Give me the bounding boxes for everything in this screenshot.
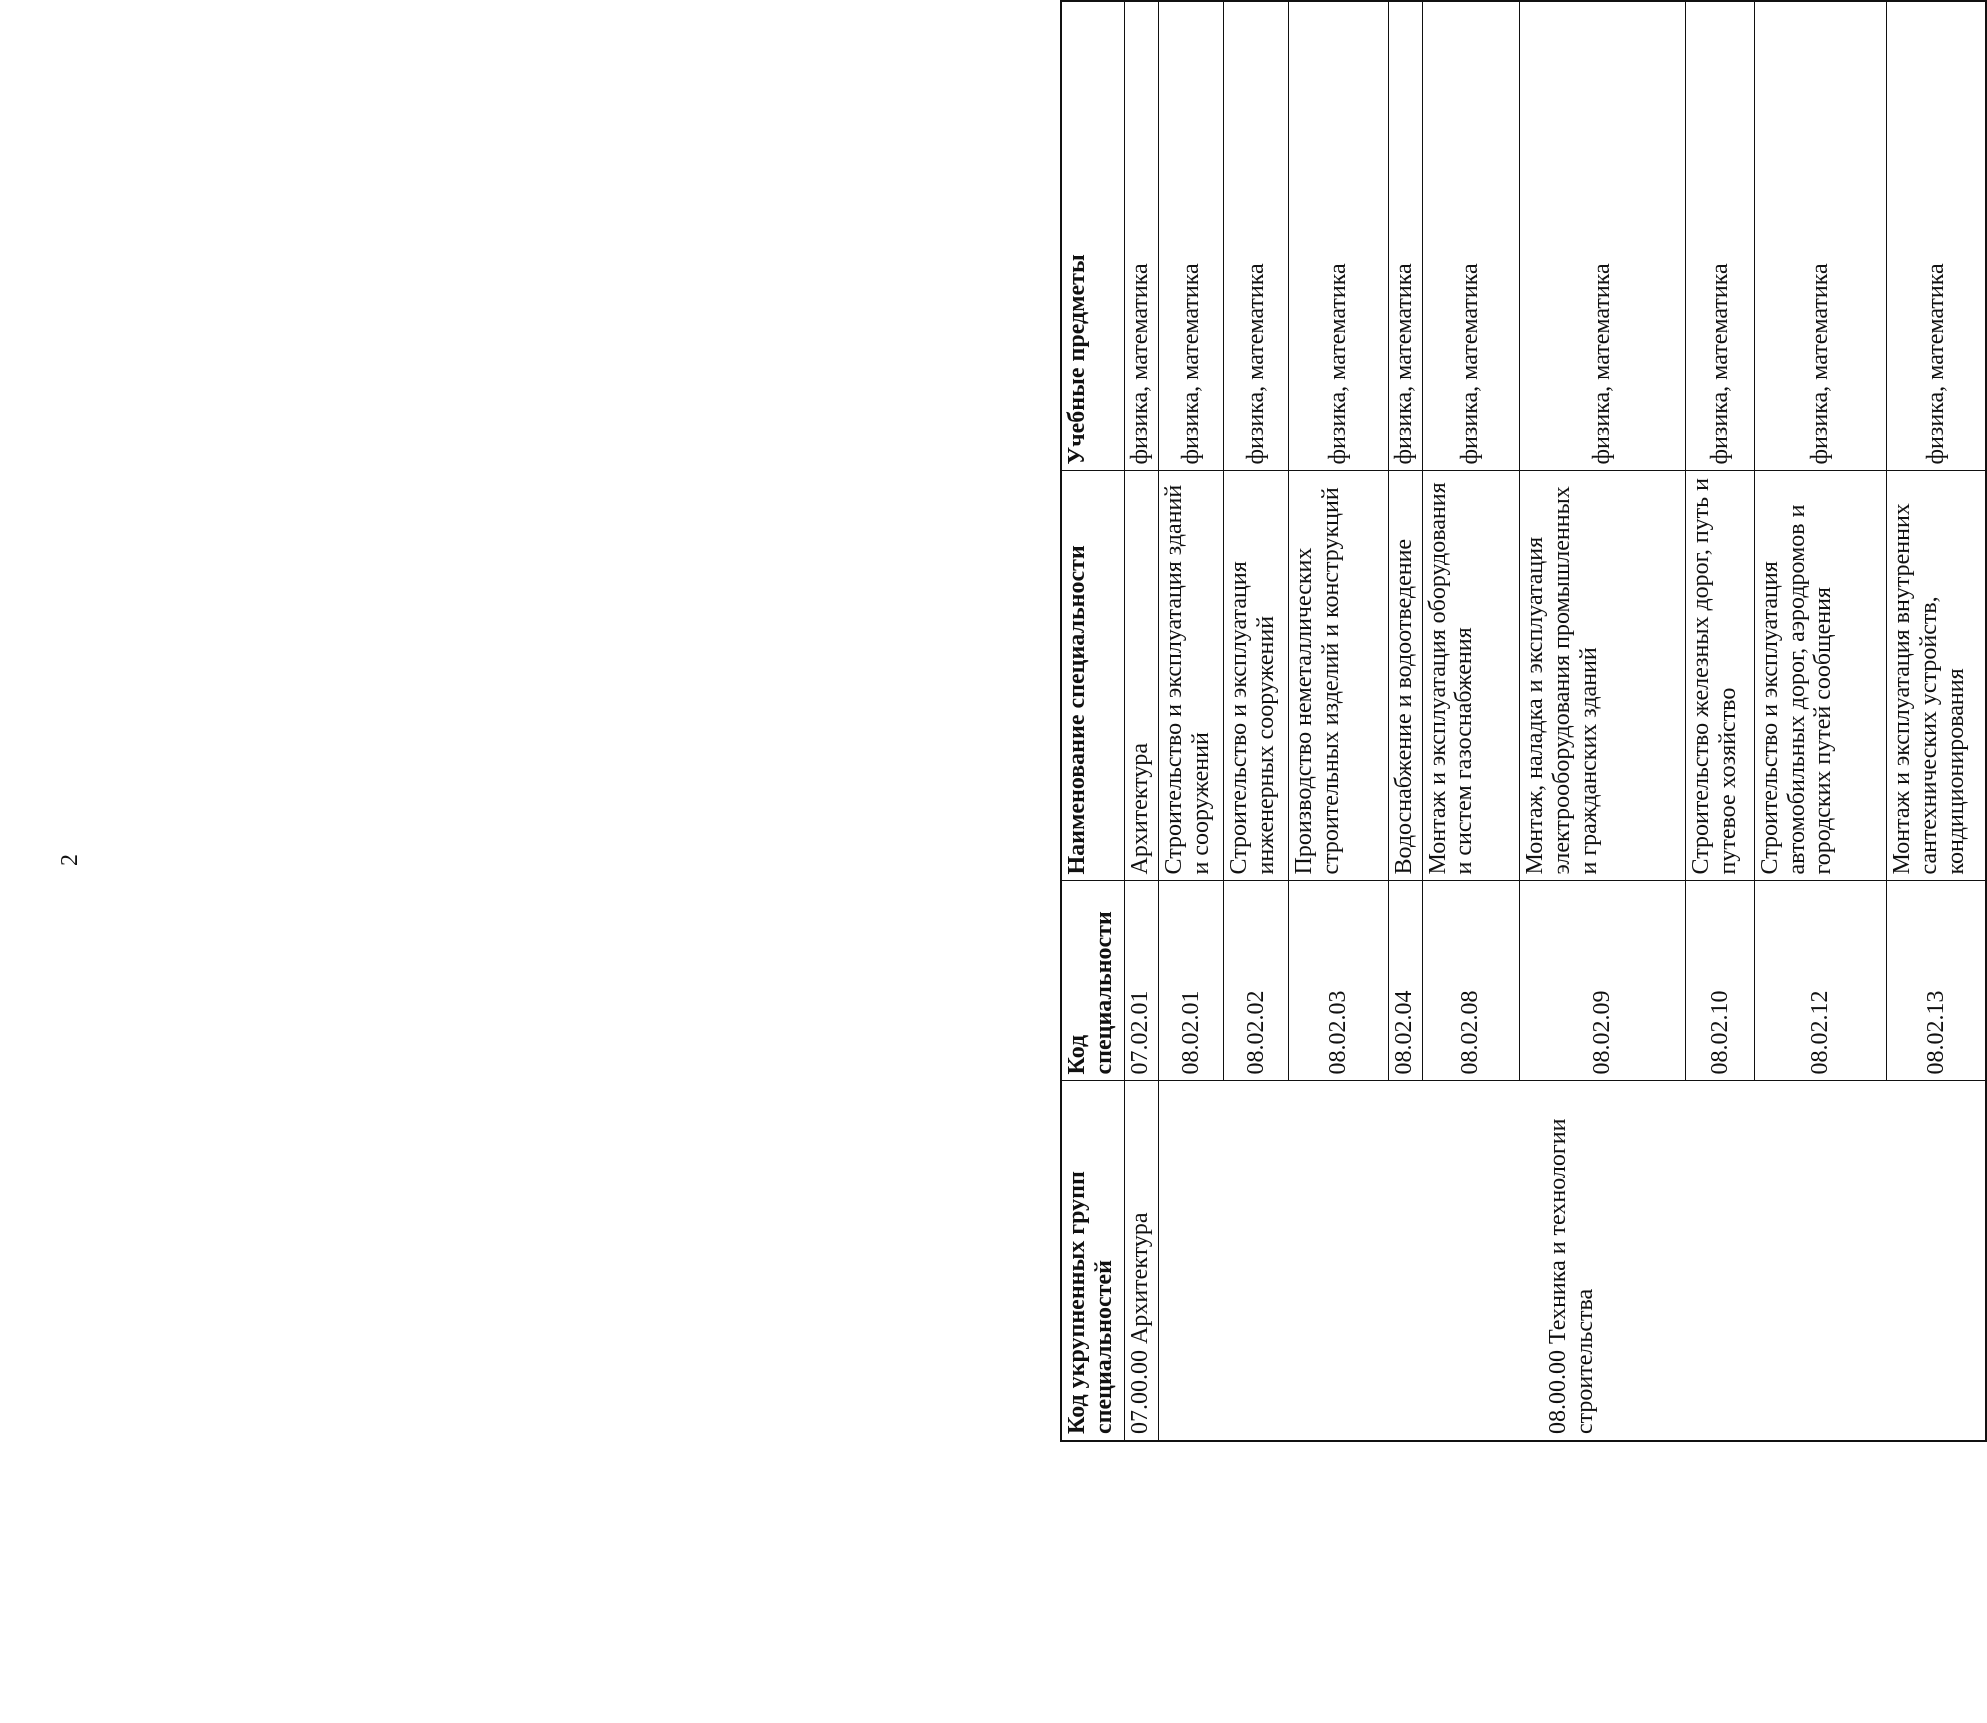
specialty-name: Архитектура: [1125, 471, 1159, 881]
specialty-name: Строительство и эксплуатация зданий и сооружений: [1159, 471, 1224, 881]
specialty-name: Производство неметаллических строительных изделий и конструкций: [1289, 471, 1388, 881]
group-cell: 07.00.00 Архитектура: [1125, 1081, 1159, 1441]
specialty-code: 07.02.01: [1125, 881, 1159, 1081]
header-group-code: Код укрупненных групп специальностей: [1061, 1081, 1125, 1441]
specialty-name: Строительство и эксплуатация инженерных сооружений: [1224, 471, 1289, 881]
specialty-code: 08.02.09: [1519, 881, 1686, 1081]
subjects: физика, математика: [1754, 1, 1886, 471]
specialty-code: 08.02.13: [1887, 881, 1986, 1081]
subjects: физика, математика: [1388, 1, 1422, 471]
subjects: физика, математика: [1125, 1, 1159, 471]
specialty-name: Монтаж, наладка и эксплуатация электрооборудования промышленных и гражданских зданий: [1519, 471, 1686, 881]
specialty-code: 08.02.02: [1224, 881, 1289, 1081]
header-specialty-code: Код специальности: [1061, 881, 1125, 1081]
specialty-code: 08.02.01: [1159, 881, 1224, 1081]
table-header-row: [1061, 1, 1125, 1441]
specialty-name: Монтаж и эксплуатация внутренних сантехнических устройств, кондиционирования: [1887, 471, 1986, 881]
subjects: физика, математика: [1159, 1, 1224, 471]
group-cell: 08.00.00 Техника и технологии строительства: [1159, 1081, 1986, 1441]
specialty-code: 08.02.04: [1388, 881, 1422, 1081]
subjects: физика, математика: [1519, 1, 1686, 471]
subjects: физика, математика: [1422, 1, 1519, 471]
subjects: физика, математика: [1686, 1, 1754, 471]
specialty-name: Водоснабжение и водоотведение: [1388, 471, 1422, 881]
specialty-code: 08.02.10: [1686, 881, 1754, 1081]
subjects: физика, математика: [1289, 1, 1388, 471]
specialty-name: Строительство железных дорог, путь и путевое хозяйство: [1686, 471, 1754, 881]
subjects: физика, математика: [1887, 1, 1986, 471]
page-number: 2: [57, 854, 83, 866]
header-subjects: Учебные предметы: [1061, 1, 1125, 471]
table-row: [1125, 1, 1159, 1441]
table-row: [1159, 1, 1224, 1441]
specialty-name: Строительство и эксплуатация автомобильных дорог, аэродромов и городских путей сообщения: [1754, 471, 1886, 881]
specialties-table: [1060, 0, 1987, 1442]
specialty-code: 08.02.12: [1754, 881, 1886, 1081]
subjects: физика, математика: [1224, 1, 1289, 471]
header-specialty-name: Наименование специальности: [1061, 471, 1125, 881]
specialty-code: 08.02.08: [1422, 881, 1519, 1081]
specialty-name: Монтаж и эксплуатация оборудования и систем газоснабжения: [1422, 471, 1519, 881]
specialty-code: 08.02.03: [1289, 881, 1388, 1081]
